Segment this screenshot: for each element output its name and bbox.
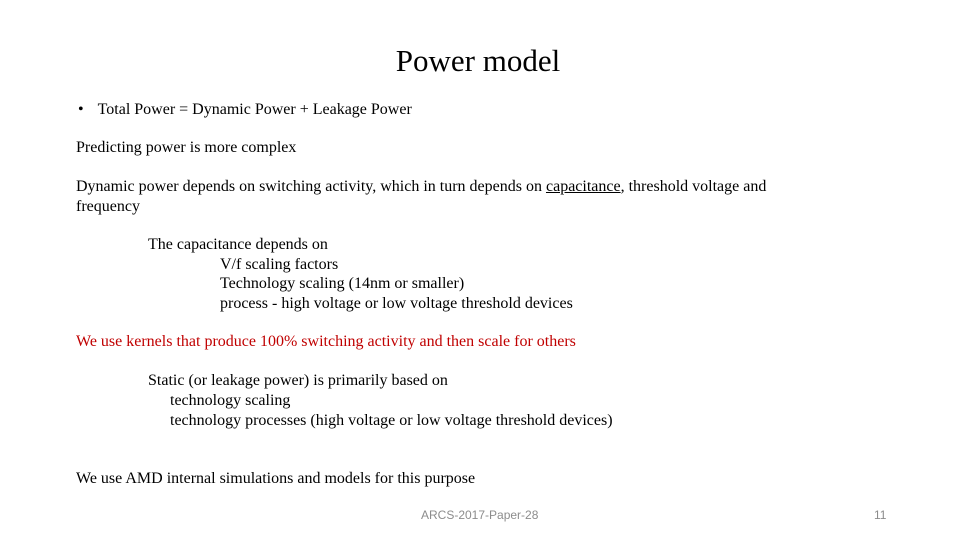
footer-label: ARCS-2017-Paper-28 [421, 508, 539, 522]
capacitance-term: capacitance [545, 178, 621, 195]
highlight-statement: We use kernels that produce 100% switching activity and then scale for others [76, 333, 576, 350]
capacitance-item: Technology scaling (14nm or smaller) [220, 275, 465, 292]
page-number: 11 [874, 508, 887, 522]
capacitance-heading: The capacitance depends on [148, 236, 328, 253]
capacitance-item: process - high voltage or low voltage threshold devices [220, 295, 573, 312]
para-dynamic-after: , threshold voltage and [620, 178, 767, 195]
bullet-dot-icon: • [78, 101, 84, 118]
bullet-text: Total Power = Dynamic Power + Leakage Power [97, 101, 412, 118]
capacitance-item: V/f scaling factors [220, 256, 339, 273]
para-dynamic-line1 [76, 177, 766, 197]
slide-title: Power model [395, 43, 561, 78]
para-dynamic-line2: frequency [76, 198, 140, 215]
static-item: technology processes (high voltage or low voltage threshold devices) [170, 412, 613, 429]
para-predicting: Predicting power is more complex [76, 139, 297, 156]
static-item: technology scaling [170, 392, 291, 409]
static-heading: Static (or leakage power) is primarily based on [148, 372, 448, 389]
para-dynamic-before: Dynamic power depends on switching activity, which in turn depends on [76, 178, 546, 195]
conclusion: We use AMD internal simulations and models for this purpose [76, 470, 476, 487]
bullet-item [78, 100, 412, 120]
